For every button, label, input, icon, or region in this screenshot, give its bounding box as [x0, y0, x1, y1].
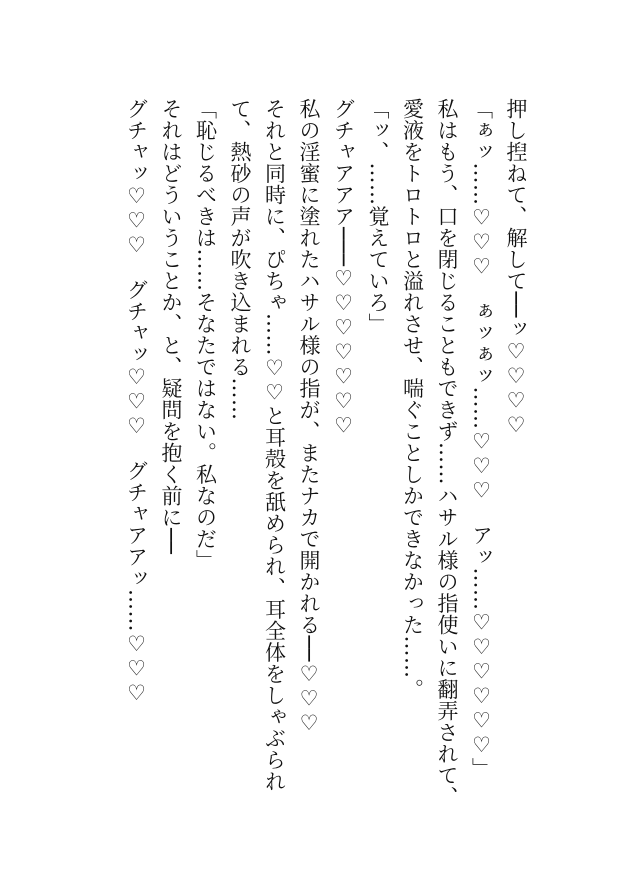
- text-line: 「ッ、……覚えていろ」: [366, 98, 390, 335]
- text-line: 押し揑ねて、解して──ッ♡♡♡♡: [504, 98, 528, 438]
- text-line: グチャッ♡♡♡ グチャッ♡♡♡ グチャアアッ……♡♡♡: [124, 98, 149, 706]
- text-line: それはどういうことか、と、疑問を抱く前に──: [159, 98, 183, 555]
- text-line: グチャアアア───♡♡♡♡♡♡♡: [331, 98, 356, 438]
- text-line: 私はもう、口を閉じることもできず……ハサル様の指使いに翻弄されて、: [435, 98, 459, 808]
- text-line: 私の淫蜜に塗れたハサル様の指が、またナカで開かれる──♡♡♡: [297, 98, 321, 736]
- text-line: 「恥じるべきは……そなたではない。私なのだ」: [193, 98, 218, 571]
- text-line: 愛液をトロトロと溢れさせ、喘ぐことしかできなかった……。: [400, 98, 425, 700]
- text-line: それと同時に、ぴちゃ……♡♡と耳殻を舐められ、耳全体をしゃぶられ: [262, 98, 287, 792]
- novel-text-body: [119, 98, 533, 808]
- text-line: て、熱砂の声が吹き込まれる……: [228, 98, 252, 421]
- text-line: 「ぁッ……♡♡♡ ぁッぁッ……♡♡♡ アッ……♡♡♡♡♡♡」: [469, 98, 494, 779]
